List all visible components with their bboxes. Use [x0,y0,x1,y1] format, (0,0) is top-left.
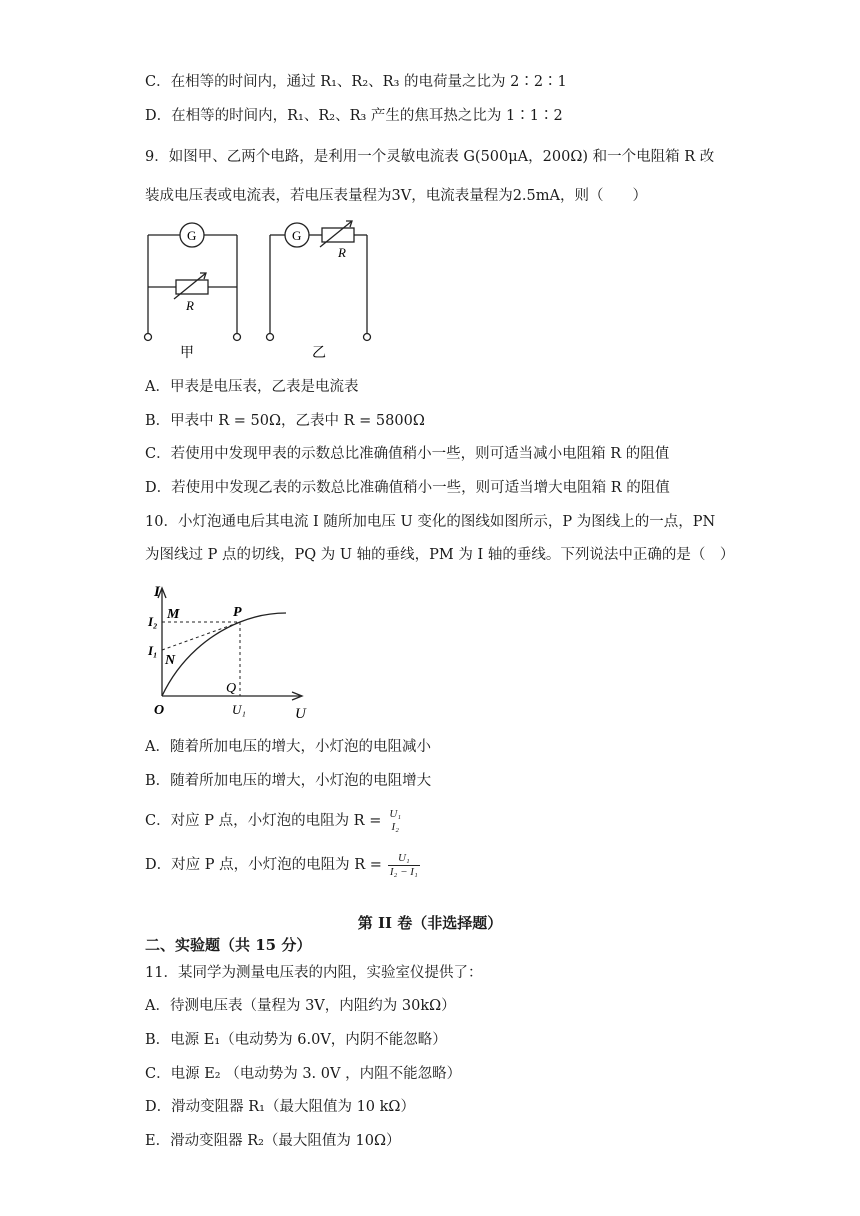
q10-stem-line1: 10．小灯泡通电后其电流 I 随所加电压 U 变化的图线如图所示，P 为图线上的一点，PN [145,514,716,530]
q11-option-c: C．电源 E₂ （电动势为 3. 0V ，内阻不能忽略） [145,1066,462,1082]
axis-i-label: I [154,584,160,600]
q10-option-c-text: C．对应 P 点，小灯泡的电阻为 R = [145,813,382,829]
q9-circuit-figure [140,215,380,365]
fraction-u1-over-i2: U₁ I₂ [389,808,402,833]
q9-stem-line1: 9．如图甲、乙两个电路，是利用一个灵敏电流表 G(500μA，200Ω) 和一个电阻箱 R 改 [145,149,715,165]
g-label-yi: G [292,228,302,243]
section2-heading: 二、实验题（共 15 分） [145,936,312,954]
q10-option-d-text: D．对应 P 点，小灯泡的电阻为 R = [145,857,382,873]
part2-title: 第 II 卷（非选择题） [357,914,503,932]
jia-label: 甲 [180,346,194,361]
i1-label: I₁ [148,643,158,658]
circuit-yi [267,221,371,341]
q10-option-a: A．随着所加电压的增大，小灯泡的电阻减小 [145,739,431,755]
r-label-yi: R [338,245,346,260]
resistor-box-symbol [176,280,208,294]
q8-option-c: C．在相等的时间内，通过 R₁、R₂、R₃ 的电荷量之比为 2∶2∶1 [145,74,567,90]
i2-label: I₂ [148,614,158,629]
q11-stem: 11．某同学为测量电压表的内阻，实验室仪提供了： [145,965,483,981]
q10-option-b: B．随着所加电压的增大，小灯泡的电阻增大 [145,773,432,789]
m-label: M [167,607,180,622]
q9-stem-line2: 装成电压表或电流表，若电压表量程为3V，电流表量程为2.5mA，则（ ） [145,188,647,204]
axis-u-label: U [295,706,306,722]
yi-label: 乙 [312,346,326,361]
q11-option-d: D．滑动变阻器 R₁（最大阻值为 10 kΩ） [145,1099,415,1115]
g-label: G [187,228,197,243]
u1-label: U₁ [232,702,246,717]
q8-option-d: D．在相等的时间内，R₁、R₂、R₃ 产生的焦耳热之比为 1∶1∶2 [145,108,563,124]
q9-option-b: B．甲表中 R = 50Ω，乙表中 R = 5800Ω [145,413,425,429]
q11-option-a: A．待测电压表（量程为 3V，内阻约为 30kΩ） [145,998,456,1014]
iu-curve [162,613,286,696]
q9-option-d: D．若使用中发现乙表的示数总比准确值稍小一些，则可适当增大电阻箱 R 的阻值 [145,480,670,496]
q-label: Q [226,681,237,696]
q10-stem-line2: 为图线过 P 点的切线，PQ 为 U 轴的垂线，PM 为 I 轴的垂线。下列说法中正确的是（ ） [145,547,735,563]
q11-option-b: B．电源 E₁（电动势为 6.0V，内阴不能忽略） [145,1032,447,1048]
p-label: P [233,605,242,620]
q10-option-d [145,846,420,884]
q10-option-c [145,804,403,838]
r-label: R [186,298,194,313]
q11-option-e: E．滑动变阻器 R₂（最大阻值为 10Ω） [145,1133,401,1149]
origin-label: O [154,703,165,718]
n-label: N [165,653,176,668]
q9-option-c: C．若使用中发现甲表的示数总比准确值稍小一些，则可适当减小电阻箱 R 的阻值 [145,446,670,462]
fraction-u1-over-i2-minus-i1: $\frac{\text{U₁}}{\text{I₂ − I₁}}$ [389,851,418,878]
q10-iu-graph [140,578,320,724]
q9-option-a: A．甲表是电压表，乙表是电流表 [145,379,359,395]
